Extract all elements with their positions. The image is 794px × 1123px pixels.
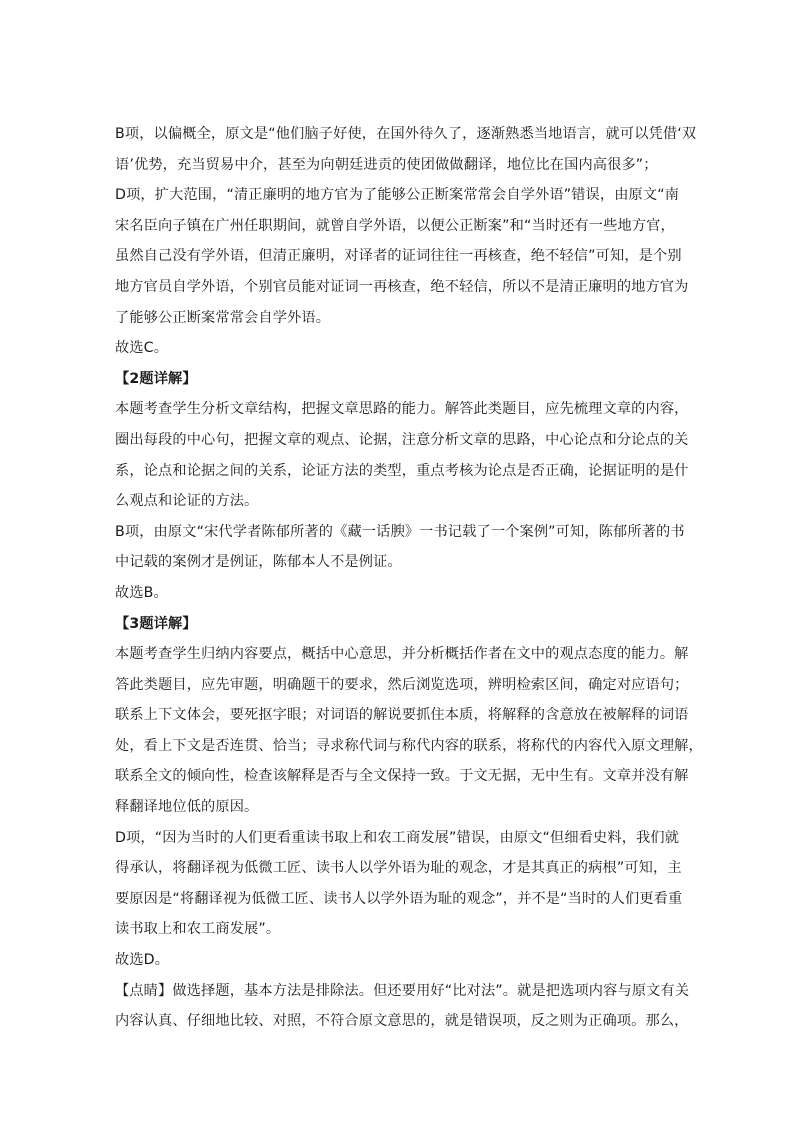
text-line: 读书取上和农工商发展”。 — [115, 921, 281, 938]
text-line: D项，扩大范围，“清正廉明的地方官为了能够公正断案常常会自学外语”错误，由原文“南 — [115, 187, 680, 204]
section-heading: 【2题详解】 — [115, 370, 197, 387]
text-line: 答此类题目，应先审题，明确题干的要求，然后浏览选项，辨明检索区间，确定对应语句； — [115, 676, 689, 693]
text-line: 虽然自己没有学外语，但清正廉明，对译者的证词往往一再核查，绝不轻信”可知，是个别 — [115, 248, 682, 265]
text-line: 联系上下文体会，要死抠字眼；对词语的解说要抓住本质，将解释的含意放在被解释的词语 — [115, 707, 689, 724]
text-line: B项，由原文“宋代学者陈郁所著的《藏一话腴》一书记载了一个案例”可知，陈郁所著的书 — [115, 523, 685, 540]
text-line: 中记载的案例才是例证，陈郁本人不是例证。 — [115, 554, 402, 571]
text-line: 本题考查学生分析文章结构，把握文章思路的能力。解答此类题目，应先梳理文章的内容， — [115, 401, 689, 418]
answer-line: 故选B。 — [115, 584, 168, 601]
text-line: 联系全文的倾向性，检查该解释是否与全文保持一致。于文无据，无中生有。文章并没有解 — [115, 768, 689, 785]
text-line: 圈出每段的中心句，把握文章的观点、论据，注意分析文章的思路，中心论点和分论点的关 — [115, 431, 689, 448]
answer-line: 故选C。 — [115, 340, 169, 357]
text-line: 系，论点和论据之间的关系，论证方法的类型，重点考核为论点是否正确，论据证明的是什 — [115, 462, 689, 479]
text-line: 么观点和论证的方法。 — [115, 493, 259, 510]
text-line: D项，“因为当时的人们更看重读书取上和农工商发展”错误，由原文“但细看史料，我们就 — [115, 829, 680, 846]
document-body — [115, 119, 703, 1037]
tip-line: 【点睛】做选择题，基本方法是排除法。但还要用好“比对法”。就是把选项内容与原文有关 — [115, 982, 690, 999]
text-line: 语’优势，充当贸易中介，甚至为向朝廷进贡的使团做做翻译，地位比在国内高很多”； — [115, 156, 658, 173]
text-line: 处，看上下文是否连贯、恰当；寻求称代词与称代内容的联系，将称代的内容代入原文理解， — [115, 737, 703, 754]
text-line: 了能够公正断案常常会自学外语。 — [115, 309, 331, 326]
text-line: 要原因是“将翻译视为低微工匠、读书人以学外语为耻的观念”，并不是“当时的人们更看重 — [115, 890, 683, 907]
section-heading: 【3题详解】 — [115, 615, 197, 632]
answer-line: 故选D。 — [115, 952, 170, 969]
text-line: 地方官员自学外语，个别官员能对证词一再核查，绝不轻信，所以不是清正廉明的地方官为 — [115, 278, 689, 295]
text-line: B项，以偏概全，原文是“他们脑子好使，在国外待久了，逐渐熟悉当地语言，就可以凭借‘双 — [115, 126, 697, 142]
text-line: 内容认真、仔细地比较、对照，不符合原文意思的，就是错误项，反之则为正确项。那么， — [115, 1013, 689, 1030]
text-line: 宋名臣向子镇在广州任职期间，就曾自学外语，以便公正断案”和“当时还有一些地方官， — [115, 217, 675, 234]
text-line: 得承认，将翻译视为低微工匠、读书人以学外语为耻的观念，才是其真正的病根”可知，主 — [115, 860, 682, 877]
text-line: 释翻译地位低的原因。 — [115, 799, 259, 816]
text-line: 本题考查学生归纳内容要点，概括中心意思，并分析概括作者在文中的观点态度的能力。解 — [115, 646, 689, 663]
